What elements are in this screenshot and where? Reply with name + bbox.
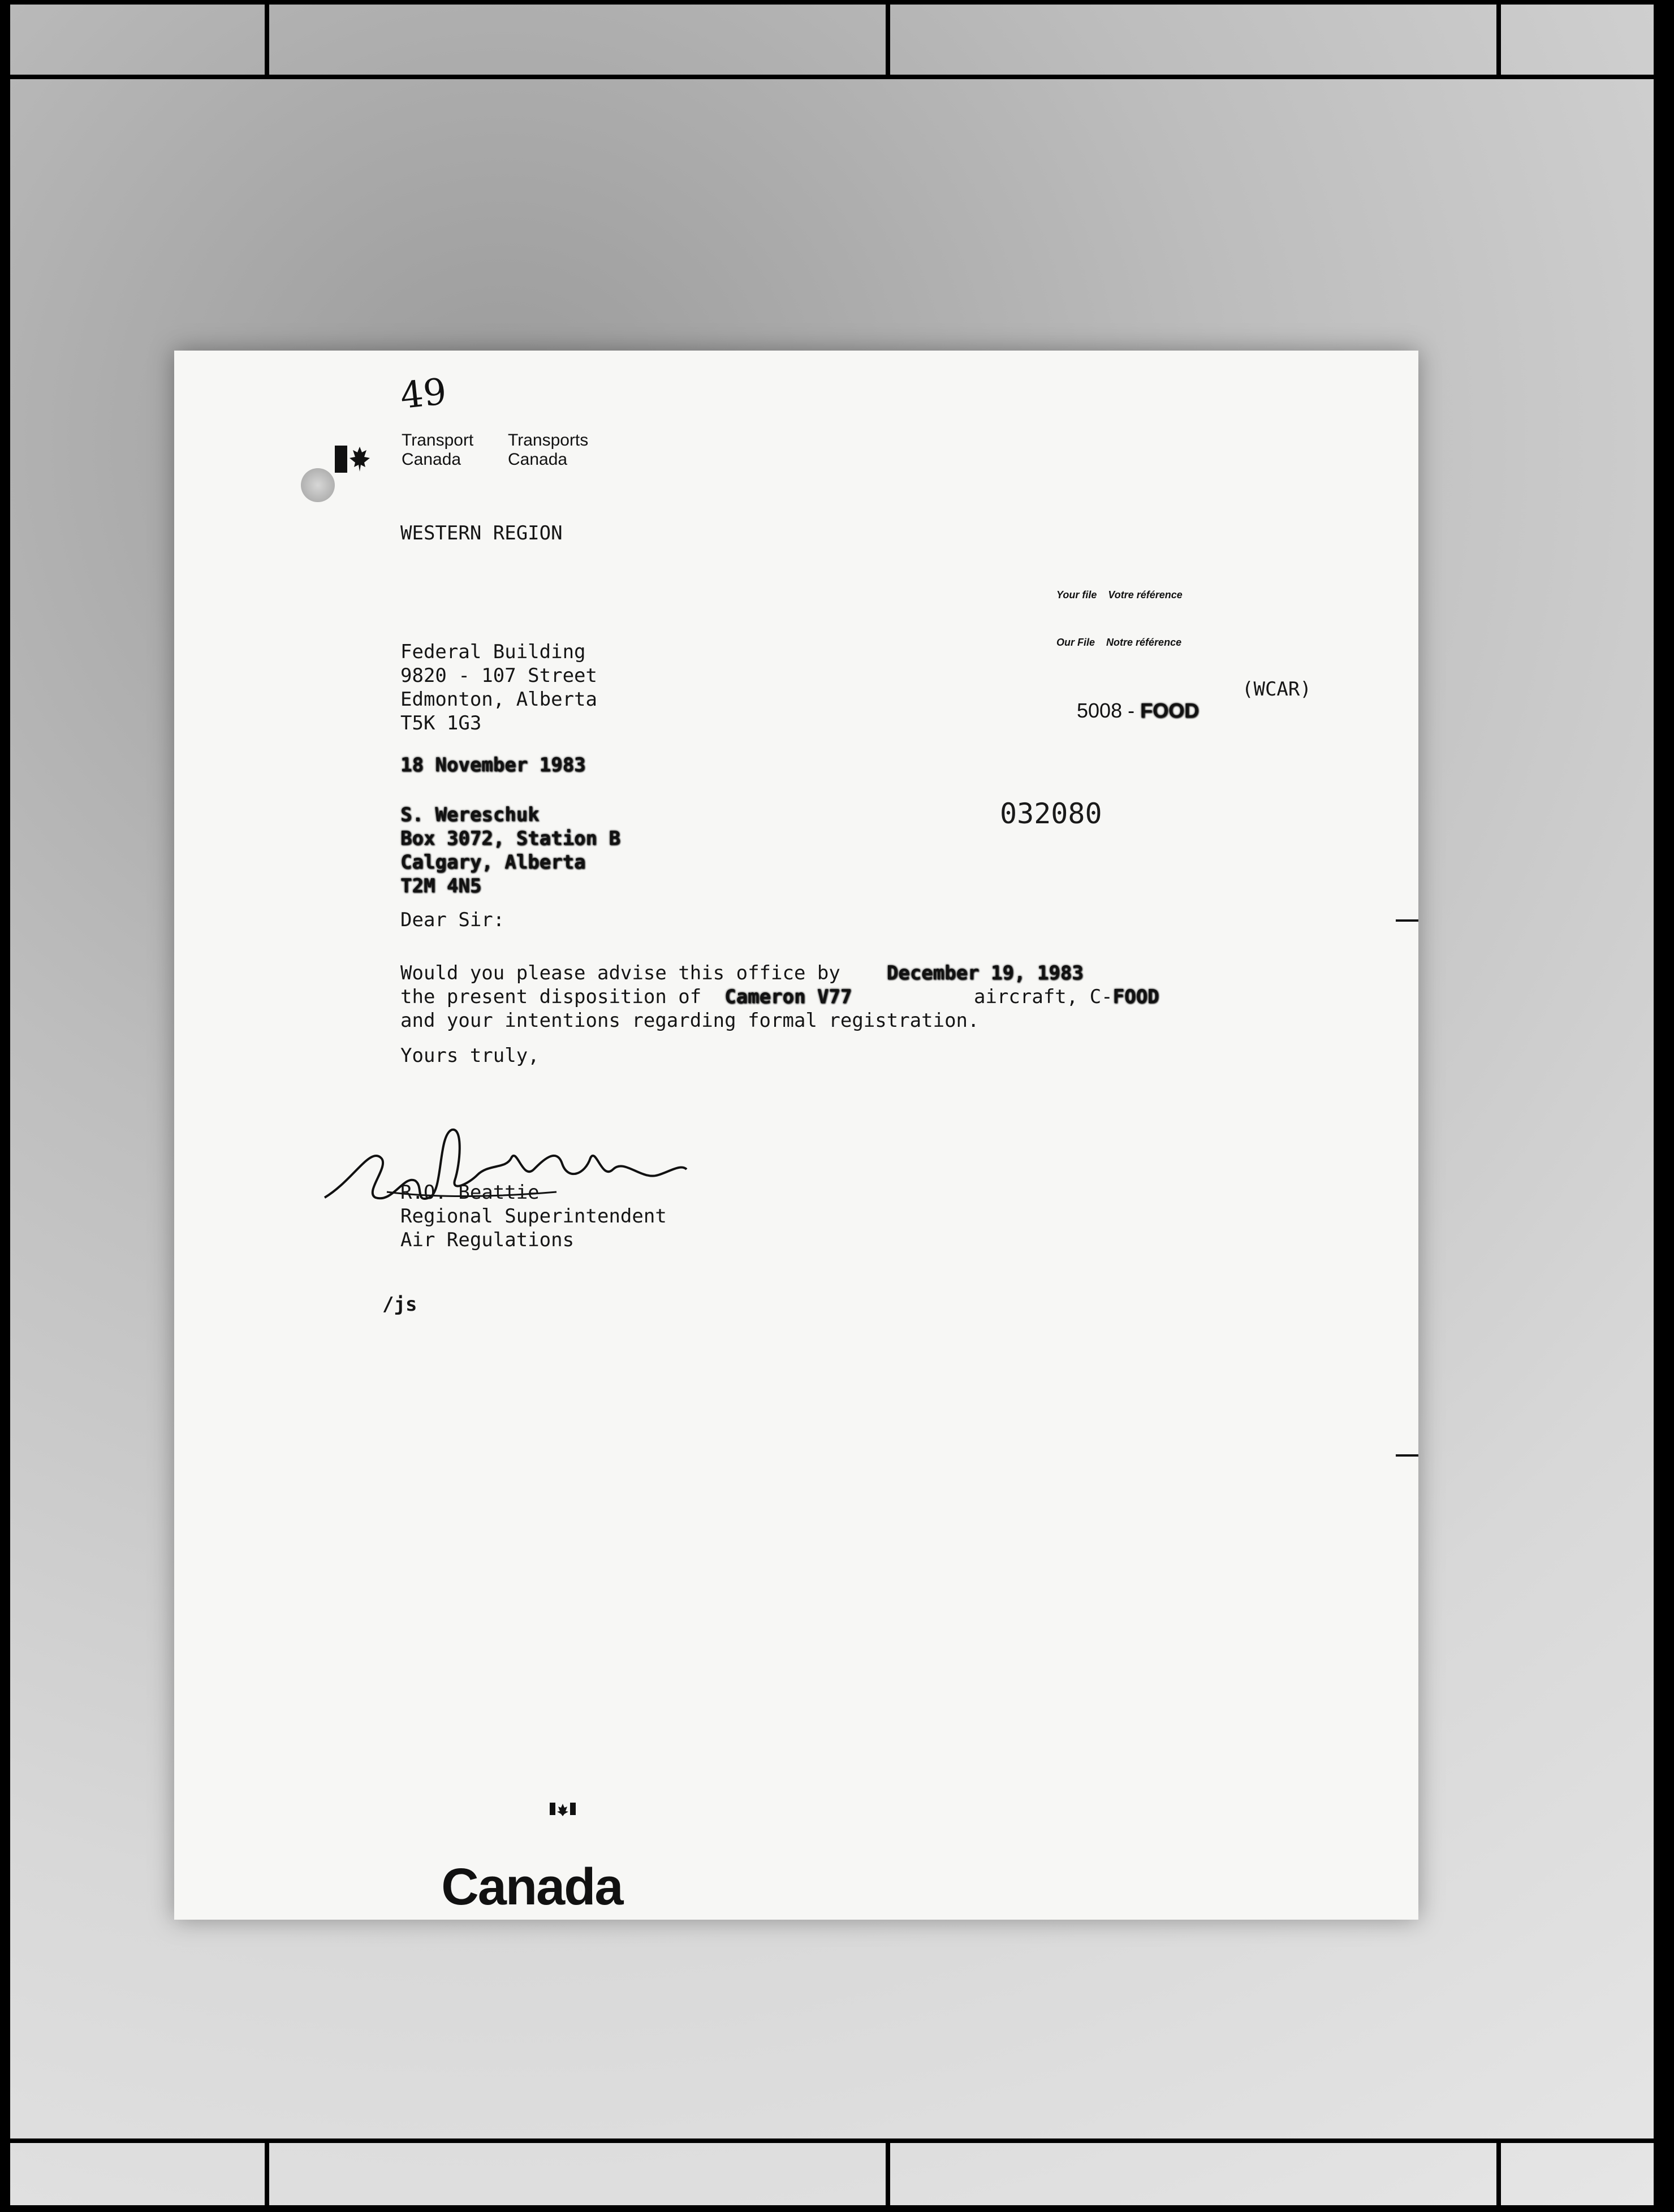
signatory-block: R.O. Beattie Regional Superintendent Air Regulations [400,1181,667,1251]
typist-initials: /js [382,1293,417,1316]
film-sprocket-mark [886,2138,890,2212]
film-bottom-edge [0,2205,1674,2212]
body-line-2: the present disposition of Cameron V77 [400,986,852,1008]
punch-hole [301,468,335,502]
body-line-1: Would you please advise this office by December 19, 1983 [400,962,1084,984]
recipient-address: S. Wereschuk Box 3072, Station B Calgary, Alberta T2M 4N5 [400,803,620,897]
your-file-label: Your file Votre référence [1056,589,1183,600]
salutation: Dear Sir: [400,909,505,931]
film-sprocket-mark [265,0,269,79]
handwritten-file-mark: 49 [398,370,449,418]
letter-page [174,351,1418,1920]
dept-name-en: Transport Canada [402,431,474,469]
film-sprocket-mark [265,2138,269,2212]
our-file-value: 5008 - FOOD [1077,699,1200,722]
response-deadline: December 19, 1983 [886,962,1084,984]
our-file-redacted: FOOD [1140,699,1200,722]
our-file-suffix: (WCAR) [1242,678,1311,701]
fold-mark [1396,919,1418,922]
our-file-label: Our File Notre référence [1056,637,1182,648]
body-line-3: and your intentions regarding formal registration. [400,1009,980,1032]
region-heading: WESTERN REGION [400,522,563,545]
fold-mark [1396,1454,1418,1457]
received-stamp-number: 032080 [1000,797,1102,830]
dept-name-fr: Transports Canada [508,431,589,469]
film-bottom-rule [0,2138,1674,2143]
sender-address: Federal Building 9820 - 107 Street Edmonton, Alberta T5K 1G3 [400,641,597,735]
aircraft-registration: FOOD [1112,986,1159,1008]
film-top-rule [0,75,1674,79]
closing: Yours truly, [400,1044,540,1067]
body-line-2-registration: aircraft, C-FOOD [974,986,1159,1008]
letter-date: 18 November 1983 [400,754,586,776]
film-sprocket-mark [1496,2138,1501,2212]
film-top-edge [0,0,1674,5]
film-sprocket-mark [886,0,890,79]
film-sprocket-mark [1496,0,1501,79]
aircraft-type: Cameron V77 [724,986,852,1008]
canada-wordmark: Canada [388,1798,623,2036]
wordmark-flag-icon [550,1803,576,1828]
